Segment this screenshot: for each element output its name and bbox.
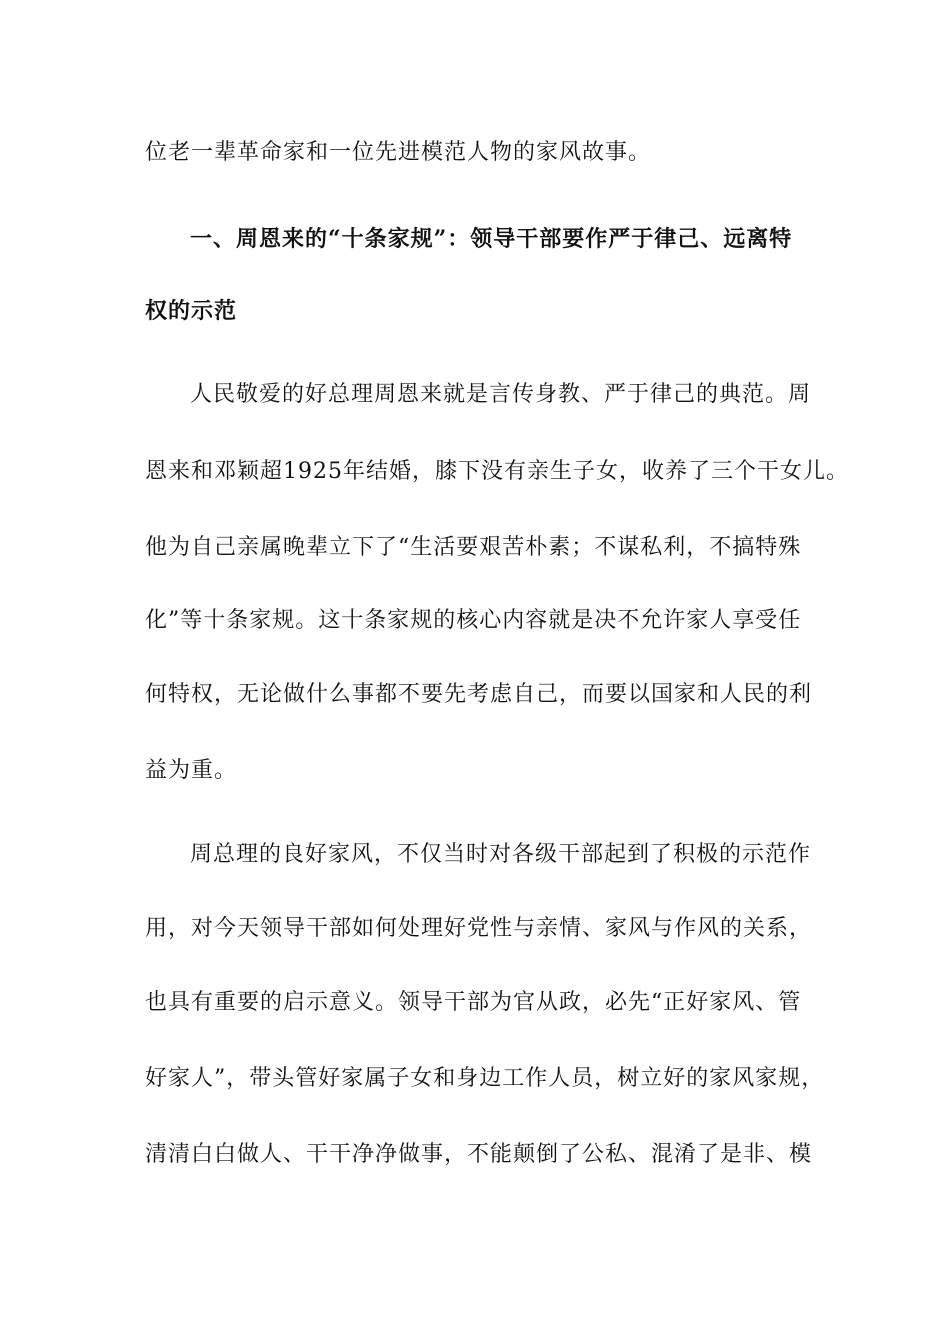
paragraph-1-line-4: 化”等十条家规。这十条家规的核心内容就是决不允许家人享受任 — [145, 608, 802, 633]
paragraph-1-line-1: 人民敬爱的好总理周恩来就是言传身教、严于律己的典范。周 — [190, 382, 812, 407]
paragraph-2-line-5: 清清白白做人、干干净净做事，不能颠倒了公私、混淆了是非、模 — [145, 1142, 813, 1167]
paragraph-2-line-1: 周总理的良好家风，不仅当时对各级干部起到了积极的示范作 — [190, 842, 812, 867]
paragraph-2-line-4: 好家人”，带头管好家属子女和身边工作人员，树立好的家风家规， — [145, 1066, 825, 1091]
paragraph-1-line-3: 他为自己亲属晚辈立下了“生活要艰苦朴素；不谋私利，不搞特殊 — [145, 535, 802, 560]
paragraph-1-line-2: 恩来和邓颖超1925年结婚，膝下没有亲生子女，收养了三个干女儿。 — [145, 459, 849, 484]
intro-tail-line: 位老一辈革命家和一位先进模范人物的家风故事。 — [145, 140, 652, 165]
paragraph-1-line-5: 何特权，无论做什么事都不要先考虑自己，而要以国家和人民的利 — [145, 682, 813, 707]
paragraph-1-line-6: 益为重。 — [145, 758, 238, 783]
paragraph-2-line-3: 也具有重要的启示意义。领导干部为官从政，必先“正好家风、管 — [145, 990, 802, 1015]
paragraph-2-line-2: 用，对今天领导干部如何处理好党性与亲情、家风与作风的关系， — [145, 916, 813, 941]
section-heading-line-2: 权的示范 — [145, 298, 238, 324]
section-heading-line-1: 一、周恩来的“十条家规”：领导干部要作严于律己、远离特 — [190, 226, 793, 252]
